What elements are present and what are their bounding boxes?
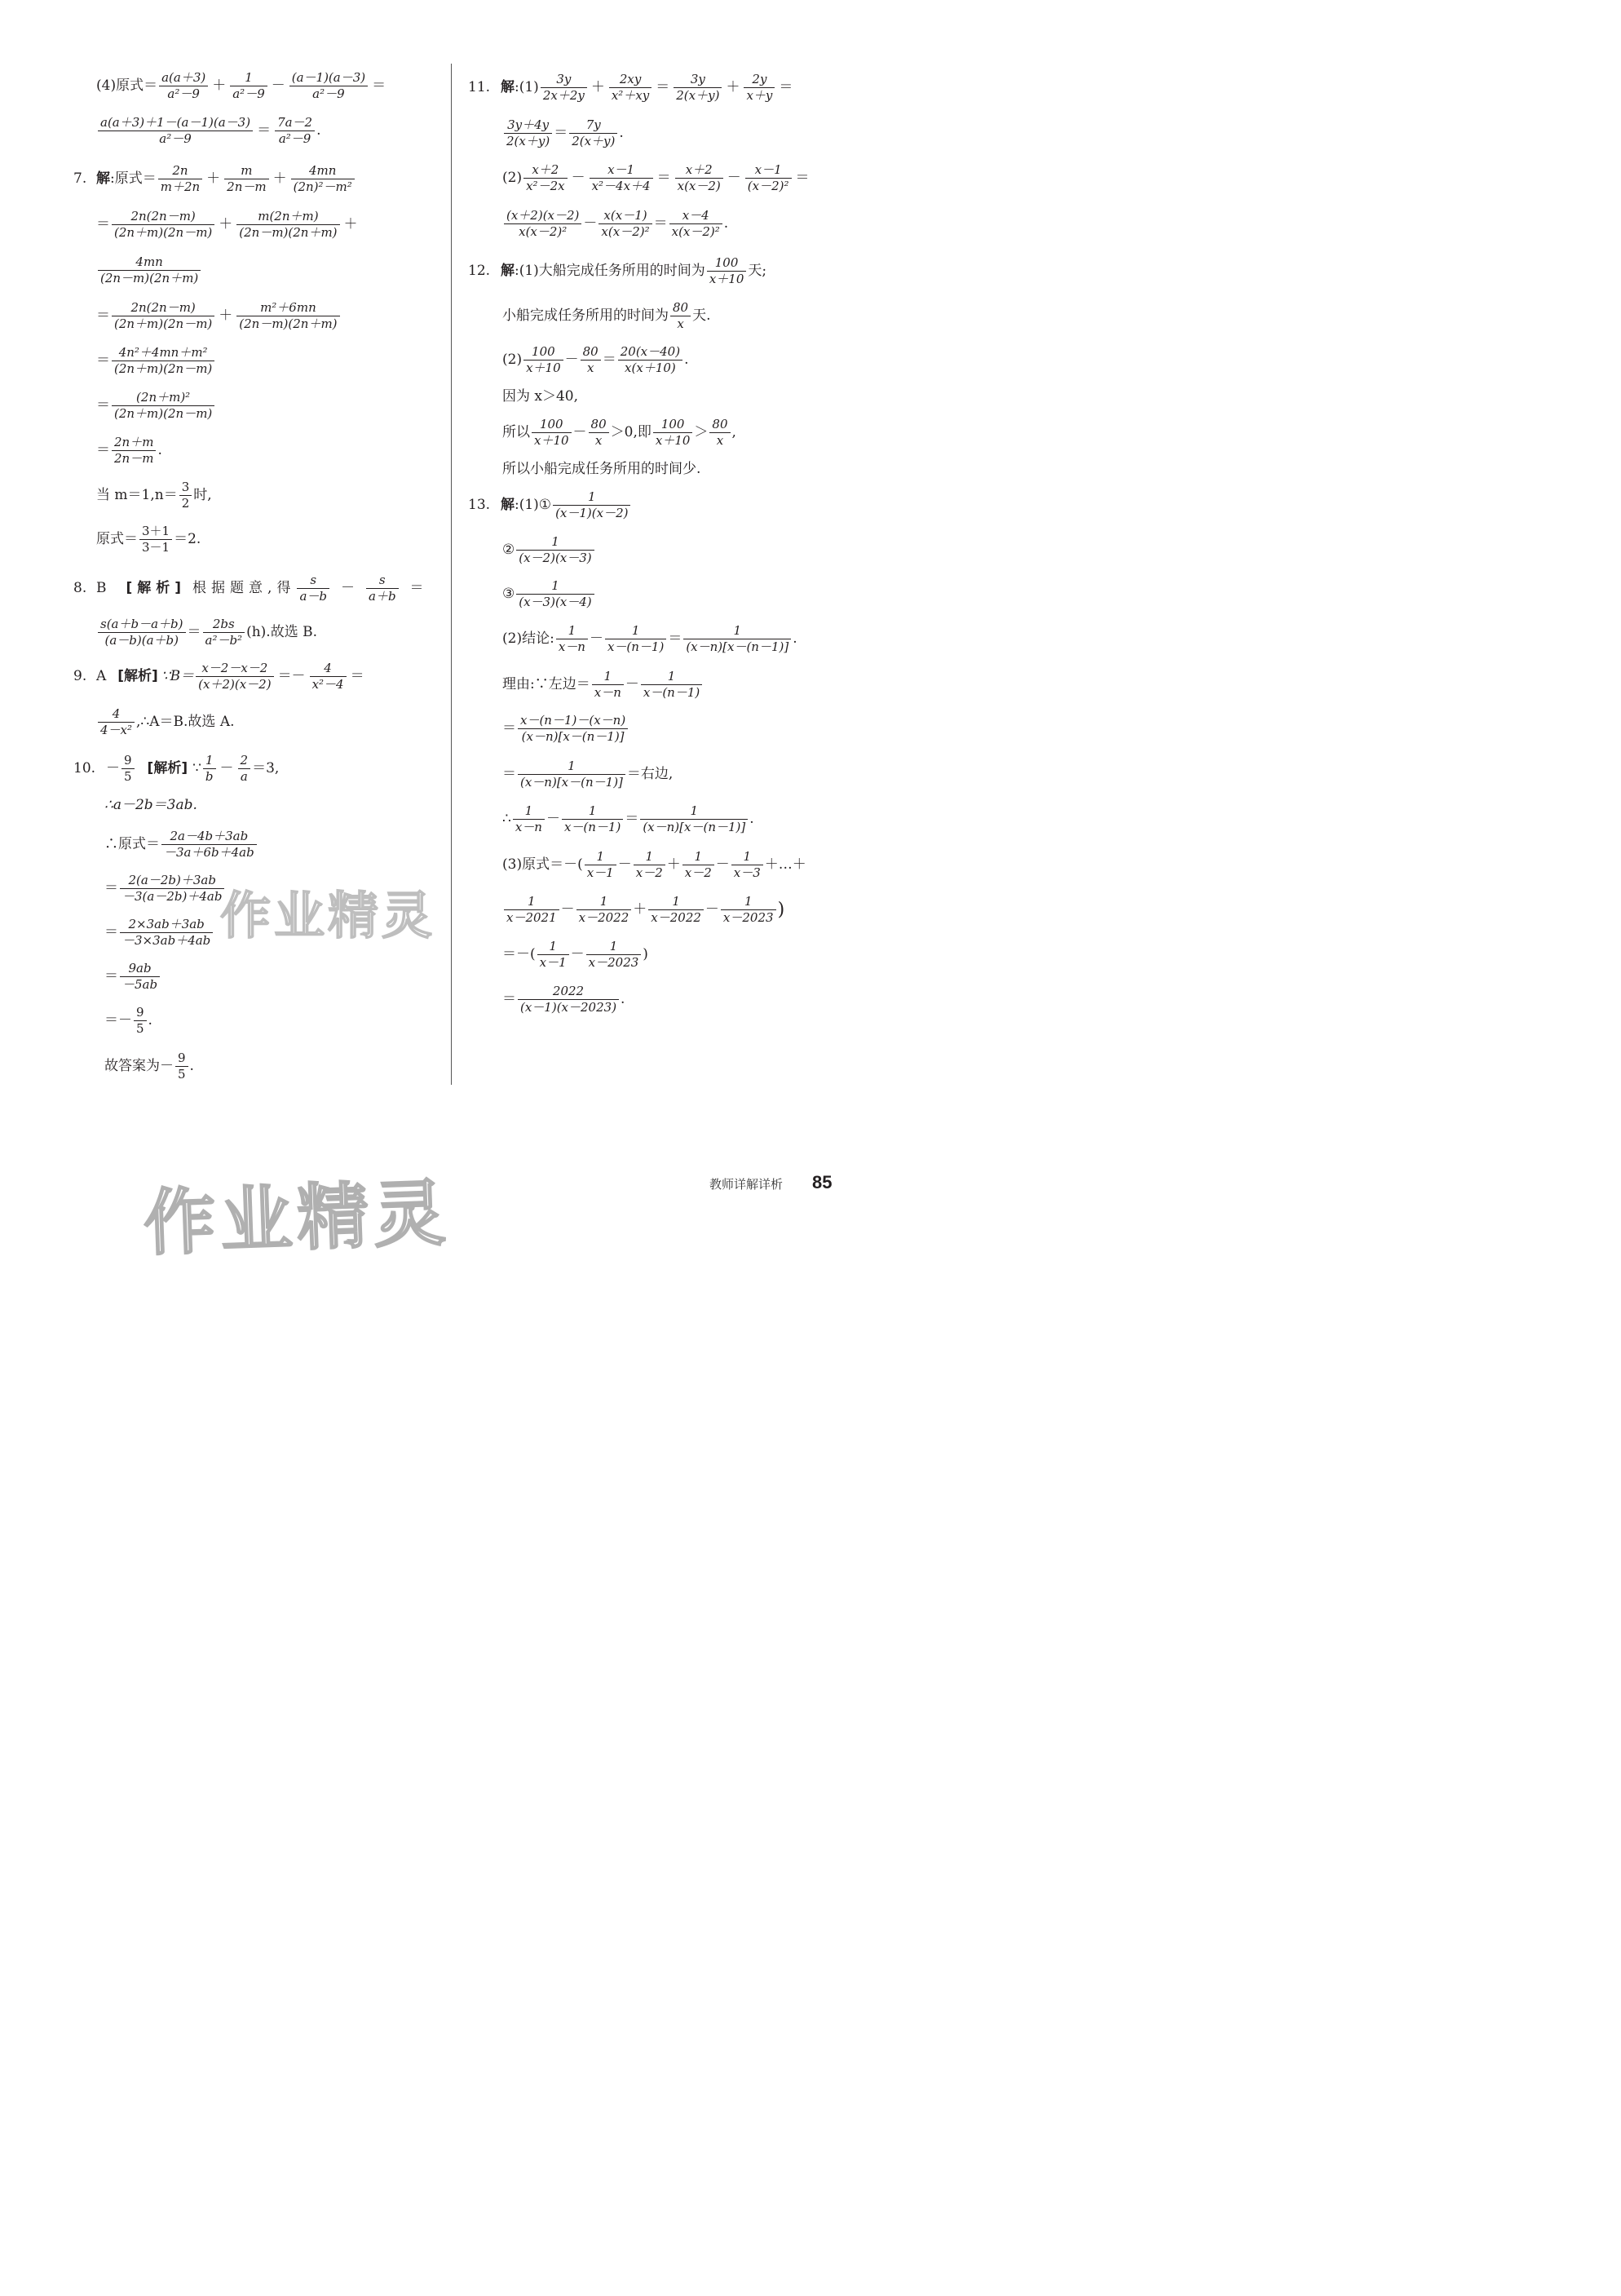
- q13-line-5: 理由:∵左边＝ $\frac{1}{x-n}$ － $\frac{1}{x-(n-1)}$: [502, 670, 704, 700]
- q10-line-4: ＝ $\frac{2(a-2b)+3ab}{-3(a-2b)+4ab}$: [104, 874, 226, 904]
- q13-line-11: ＝－( $\frac{1}{x-1}$ － $\frac{1}{x-2023}$ ): [502, 939, 648, 970]
- q7-line-3: [96, 256, 202, 285]
- left-column: [0, 0, 450, 1271]
- fraction: $\frac{100}{x+10}$: [707, 257, 747, 286]
- fraction: $\frac{a(a+3)}{\text{a²－9}}$: [159, 72, 208, 101]
- fraction: $\frac{1}{(x-1)(x-2)}$: [553, 491, 630, 520]
- fraction: $\frac{80}{x}$: [670, 302, 691, 331]
- fraction: $\frac{100}{x+10}$: [532, 418, 572, 448]
- q7-line-8: 当 m＝1,n＝ $\frac{3}{2}$ 时,: [96, 480, 212, 511]
- fraction: $\frac{2022}{(x-1)(x-2023)}$: [518, 985, 619, 1015]
- fraction: $\frac{\text{4n²＋4mn＋m²}}{(2n+m)(2n-m)}$: [112, 347, 214, 376]
- fraction: $\frac{3y}{2x+2y}$: [541, 73, 587, 103]
- watermark: 作业精灵: [142, 1170, 452, 1266]
- fraction: $\frac{1}{x-2}$: [682, 851, 714, 880]
- q7-line-4: ＝ $\frac{2n(2n-m)}{(2n+m)(2n-m)}$ ＋ $\frac{\text{m²＋6mn}}{(2n-m)(2n+m)}$: [96, 302, 342, 331]
- fraction: $\frac{4mn}{(2n-m)(2n+m)}$: [98, 256, 201, 285]
- fraction: $\frac{1}{x-3}$: [731, 851, 763, 880]
- fraction: $\frac{1}{x-n}$: [513, 805, 545, 834]
- q12-line-5: 所以 $\frac{100}{x+10}$ － $\frac{80}{x}$ ＞0,即 $\frac{100}{x+10}$ ＞ $\frac{80}{x}$ ,: [502, 417, 736, 448]
- q13-line-8: ∴ $\frac{1}{x-n}$ － $\frac{1}{x-(n-1)}$ ＝ $\frac{1}{(x-n)[x-(n-1)]}$ .: [502, 803, 754, 834]
- fraction: $\frac{80}{x}$: [589, 418, 609, 448]
- fraction: $\frac{2n(2n-m)}{(2n+m)(2n-m)}$: [112, 302, 214, 331]
- q13-line-2: ② $\frac{1}{(x-2)(x-3)}$: [502, 536, 596, 565]
- q13-line-4: (2)结论: $\frac{1}{x-n}$ － $\frac{1}{x-(n-1)}$ ＝ $\frac{1}{(x-n)[x-(n-1)]}$ .: [502, 623, 797, 654]
- fraction: $\frac{9ab}{-5ab}$: [120, 962, 160, 992]
- q7-line-5: ＝ $\frac{\text{4n²＋4mn＋m²}}{(2n+m)(2n-m)}$: [96, 347, 216, 376]
- q10-line-7: ＝－ $\frac{9}{5}$ .: [104, 1005, 152, 1036]
- q7-line-1: 7. 解 :原式＝ $\frac{2n}{m+2n}$ ＋ $\frac{m}{2n-m}$ ＋ $\frac{4mn}{\text{(2n)²－m²}}$: [73, 165, 356, 194]
- fraction: $\frac{x-4}{\text{x(x－2)²}}$: [669, 210, 722, 239]
- fraction: $\frac{1}{b}$: [203, 754, 216, 784]
- q6-label: (4)原式＝: [96, 77, 158, 95]
- fraction: $\frac{s}{a+b}$: [366, 574, 399, 604]
- q11-line-1: 11. 解 :(1) $\frac{3y}{2x+2y}$ ＋ $\frac{2xy}{\text{x²＋xy}}$ ＝ $\frac{3y}{2(x+y)}$ ＋ $\frac{2y}{x+y}$ ＝: [468, 72, 793, 103]
- fraction: $\frac{3}{2}$: [179, 481, 192, 511]
- q9-line-2: $\frac{4}{\text{4－x²}}$ ,∴A＝B.故选 A.: [96, 708, 235, 737]
- solve-label: 解: [96, 170, 110, 188]
- fraction: $\frac{m}{2n-m}$: [224, 165, 268, 194]
- fraction: $\frac{80}{x}$: [709, 418, 730, 448]
- fraction: $\frac{1}{(x-n)[x-(n-1)]}$: [683, 625, 791, 654]
- q13-line-1: 13. 解 :(1)① $\frac{1}{(x-1)(x-2)}$: [468, 491, 632, 520]
- fraction: $\frac{4mn}{\text{(2n)²－m²}}$: [291, 165, 355, 194]
- fraction: $\frac{1}{x-1}$: [537, 940, 569, 970]
- fraction: $\frac{9}{5}$: [121, 754, 135, 784]
- question-number: 9.: [73, 668, 87, 685]
- fraction: $\frac{7a-2}{\text{a²－9}}$: [275, 117, 315, 146]
- fraction: $\frac{1}{x-(n-1)}$: [641, 670, 702, 700]
- fraction: $\frac{9}{5}$: [175, 1052, 188, 1082]
- fraction: $\frac{\text{(2n＋m)²}}{(2n+m)(2n-m)}$: [112, 392, 214, 421]
- fraction: $\frac{x+2}{x(x-2)}$: [675, 164, 723, 193]
- fraction: $\frac{2a-4b+3ab}{-3a+6b+4ab}$: [161, 830, 257, 860]
- fraction: $\frac{2n}{m+2n}$: [158, 165, 202, 194]
- fraction: $\frac{3y}{2(x+y)}$: [674, 73, 722, 103]
- fraction: $\frac{1}{(x-3)(x-4)}$: [516, 580, 594, 609]
- fraction: $\frac{1}{\text{a²－9}}$: [230, 72, 267, 101]
- fraction: $\frac{x(x-1)}{\text{x(x－2)²}}$: [598, 210, 651, 239]
- q10-line-1: 10. － $\frac{9}{5}$ [解析] ∵ $\frac{1}{b}$ － $\frac{2}{a}$ ＝3,: [73, 753, 280, 784]
- fraction: $\frac{1}{(x-n)[x-(n-1)]}$: [640, 805, 748, 834]
- q12-line-6: 所以小船完成任务所用的时间少.: [502, 461, 701, 477]
- fraction: $\frac{100}{x+10}$: [653, 418, 693, 448]
- fraction: $\frac{2n+m}{2n-m}$: [112, 436, 156, 466]
- q7-line-2: ＝ $\frac{2n(2n-m)}{(2n+m)(2n-m)}$ ＋ $\frac{m(2n+m)}{(2n-m)(2n+m)}$ ＋: [96, 209, 358, 240]
- fraction: $\frac{4}{\text{x²－4}}$: [310, 662, 347, 692]
- q10-line-2: ∴a－2b＝3ab.: [104, 797, 197, 813]
- fraction: $\frac{2bs}{\text{a²－b²}}$: [203, 618, 245, 648]
- fraction: $\frac{s(a+b-a+b)}{(a-b)(a+b)}$: [98, 618, 186, 648]
- q6-line-1: (4)原式＝ $\frac{a(a+3)}{\text{a²－9}}$ ＋ $\frac{1}{\text{a²－9}}$ － $\frac{(a-1)(a-3)}{\text{a²－9}}$ ＝: [96, 70, 386, 101]
- fraction: $\frac{1}{x-2021}$: [504, 896, 559, 925]
- q13-line-3: ③ $\frac{1}{(x-3)(x-4)}$: [502, 580, 596, 609]
- fraction: $\frac{2n(2n-m)}{(2n+m)(2n-m)}$: [112, 210, 214, 240]
- q12-line-1: 12. 解 :(1)大船完成任务所用的时间为 $\frac{100}{x+10}$ 天;: [468, 255, 767, 286]
- fraction: $\frac{9}{5}$: [134, 1006, 147, 1036]
- fraction: $\frac{x-1}{\text{(x－2)²}}$: [745, 164, 792, 193]
- column-divider: [451, 64, 452, 1085]
- fraction: $\frac{x-2-x-2}{(x+2)(x-2)}$: [196, 662, 273, 692]
- fraction: $\frac{2(a-2b)+3ab}{-3(a-2b)+4ab}$: [120, 874, 224, 904]
- analysis-tag: [解析]: [147, 760, 188, 777]
- question-number: 11.: [468, 79, 491, 96]
- fraction: $\frac{2\times 3ab+3ab}{-3\times 3ab+4ab}$: [120, 918, 213, 948]
- q7-line-9: 原式＝ $\frac{3+1}{3-1}$ ＝2.: [96, 524, 201, 555]
- analysis-tag: [解析]: [117, 668, 158, 685]
- fraction: $\frac{(a-1)(a-3)}{\text{a²－9}}$: [289, 72, 368, 101]
- q11-line-3: (2) $\frac{x+2}{\text{x²－2x}}$ － $\frac{x-1}{\text{x²－4x＋4}}$ ＝ $\frac{x+2}{x(x-2)}$ － $\frac{x-1}{\text{(x－2)²}}$ ＝: [502, 162, 810, 193]
- q13-line-9: (3)原式＝－( $\frac{1}{x-1}$ － $\frac{1}{x-2}$ ＋ $\frac{1}{x-2}$ － $\frac{1}{x-3}$ ＋…＋: [502, 849, 806, 880]
- q7-line-7: ＝ $\frac{2n+m}{2n-m}$ .: [96, 435, 162, 466]
- q13-line-12: ＝ $\frac{2022}{(x-1)(x-2023)}$ .: [502, 984, 625, 1015]
- question-number: 10.: [73, 760, 96, 777]
- fraction: $\frac{\text{m²＋6mn}}{(2n-m)(2n+m)}$: [236, 302, 339, 331]
- footer-label: 教师详解详析: [709, 1178, 784, 1192]
- fraction: $\frac{7y}{2(x+y)}$: [569, 119, 617, 148]
- fraction: $\frac{m(2n+m)}{(2n-m)(2n+m)}$: [236, 210, 339, 240]
- fraction: $\frac{1}{x-(n-1)}$: [562, 805, 623, 834]
- fraction: $\frac{1}{x-2023}$: [586, 940, 642, 970]
- fraction: $\frac{100}{x+10}$: [523, 346, 563, 375]
- fraction: $\frac{1}{x-(n-1)}$: [605, 625, 666, 654]
- q8-line-1: 8. B [解析] 根据题意,得 $\frac{s}{a-b}$ － $\frac{s}{a+b}$ ＝: [73, 573, 424, 604]
- fraction: $\frac{x+2}{\text{x²－2x}}$: [523, 164, 567, 193]
- fraction: $\frac{2y}{x+y}$: [744, 73, 775, 103]
- fraction: $\frac{3+1}{3-1}$: [139, 525, 172, 555]
- fraction: $\frac{1}{x-1}$: [585, 851, 616, 880]
- fraction: $\frac{1}{x-2022}$: [648, 896, 704, 925]
- q10-line-6: ＝ $\frac{9ab}{-5ab}$: [104, 962, 161, 992]
- fraction: $\frac{1}{x-2023}$: [721, 896, 776, 925]
- fraction: $\frac{x-1}{\text{x²－4x＋4}}$: [590, 164, 653, 193]
- solve-label: 解: [501, 263, 515, 280]
- q10-line-8: 故答案为－ $\frac{9}{5}$ .: [104, 1051, 194, 1082]
- fraction: $\frac{1}{(x-2)(x-3)}$: [516, 536, 594, 565]
- q8-line-2: $\frac{s(a+b-a+b)}{(a-b)(a+b)}$ ＝ $\frac{2bs}{\text{a²－b²}}$ (h).故选 B.: [96, 618, 317, 648]
- q10-line-3: ∴原式＝ $\frac{2a-4b+3ab}{-3a+6b+4ab}$: [104, 830, 258, 860]
- fraction: $\frac{2xy}{\text{x²＋xy}}$: [609, 73, 651, 103]
- analysis-tag: [解析]: [126, 580, 187, 597]
- q11-line-4: $\frac{(x+2)(x-2)}{\text{x(x－2)²}}$ － $\frac{x(x-1)}{\text{x(x－2)²}}$ ＝ $\frac{x-4}{\text{x(x－2)²}}$ .: [502, 210, 728, 239]
- q12-line-4: 因为 x＞40,: [502, 388, 579, 405]
- q13-line-10: $\frac{1}{x-2021}$ － $\frac{1}{x-2022}$ ＋ $\frac{1}{x-2022}$ － $\frac{1}{x-2023}$ ): [502, 896, 784, 925]
- solve-label: 解: [501, 79, 515, 96]
- fraction: $\frac{1}{(x-n)[x-(n-1)]}$: [518, 760, 625, 790]
- q11-line-2: $\frac{3y+4y}{2(x+y)}$ ＝ $\frac{7y}{2(x+y)}$ .: [502, 119, 624, 148]
- question-number: 12.: [468, 263, 491, 280]
- question-number: 8.: [73, 580, 87, 597]
- right-column: [453, 0, 897, 1271]
- question-number: 13.: [468, 497, 491, 514]
- fraction: $\frac{20(x-40)}{x(x+10)}$: [618, 346, 682, 375]
- fraction: $\frac{3y+4y}{2(x+y)}$: [504, 119, 552, 148]
- q13-line-6: ＝ $\frac{x-(n-1)-(x-n)}{(x-n)[x-(n-1)]}$: [502, 714, 629, 744]
- fraction: $\frac{1}{x-2022}$: [576, 896, 632, 925]
- answer: B: [96, 580, 107, 597]
- fraction: $\frac{x-(n-1)-(x-n)}{(x-n)[x-(n-1)]}$: [518, 714, 628, 744]
- watermark: 作业精灵: [220, 886, 436, 945]
- answer: A: [96, 668, 107, 685]
- page-number: 85: [812, 1172, 833, 1192]
- q13-line-7: ＝ $\frac{1}{(x-n)[x-(n-1)]}$ ＝右边,: [502, 759, 674, 790]
- fraction: $\frac{2}{a}$: [238, 754, 251, 784]
- q9-line-1: 9. A [解析] ∵B＝ $\frac{x-2-x-2}{(x+2)(x-2)}$ ＝－ $\frac{4}{\text{x²－4}}$ ＝: [73, 661, 364, 692]
- fraction: $\frac{1}{x-n}$: [592, 670, 624, 700]
- fraction: $\frac{s}{a-b}$: [297, 574, 329, 604]
- fraction: $\frac{(x+2)(x-2)}{\text{x(x－2)²}}$: [504, 210, 581, 239]
- fraction: $\frac{1}{x-n}$: [556, 625, 588, 654]
- fraction: $\frac{80}{x}$: [581, 346, 601, 375]
- q6-line-2: $\frac{a(a+3)+1-(a-1)(a-3)}{\text{a²－9}}$ ＝ $\frac{7a-2}{\text{a²－9}}$ .: [96, 117, 321, 146]
- fraction: $\frac{4}{\text{4－x²}}$: [98, 708, 135, 737]
- solve-label: 解: [501, 497, 515, 514]
- q10-line-5: ＝ $\frac{2\times 3ab+3ab}{-3\times 3ab+4ab}$: [104, 918, 214, 948]
- q7-line-6: ＝ $\frac{\text{(2n＋m)²}}{(2n+m)(2n-m)}$: [96, 392, 216, 421]
- q12-line-2: 小船完成任务所用的时间为 $\frac{80}{x}$ 天.: [502, 300, 711, 331]
- fraction: $\frac{1}{x-2}$: [634, 851, 665, 880]
- q12-line-3: (2) $\frac{100}{x+10}$ － $\frac{80}{x}$ ＝ $\frac{20(x-40)}{x(x+10)}$ .: [502, 344, 689, 375]
- question-number: 7.: [73, 170, 87, 188]
- fraction: $\frac{a(a+3)+1-(a-1)(a-3)}{\text{a²－9}}$: [98, 117, 253, 146]
